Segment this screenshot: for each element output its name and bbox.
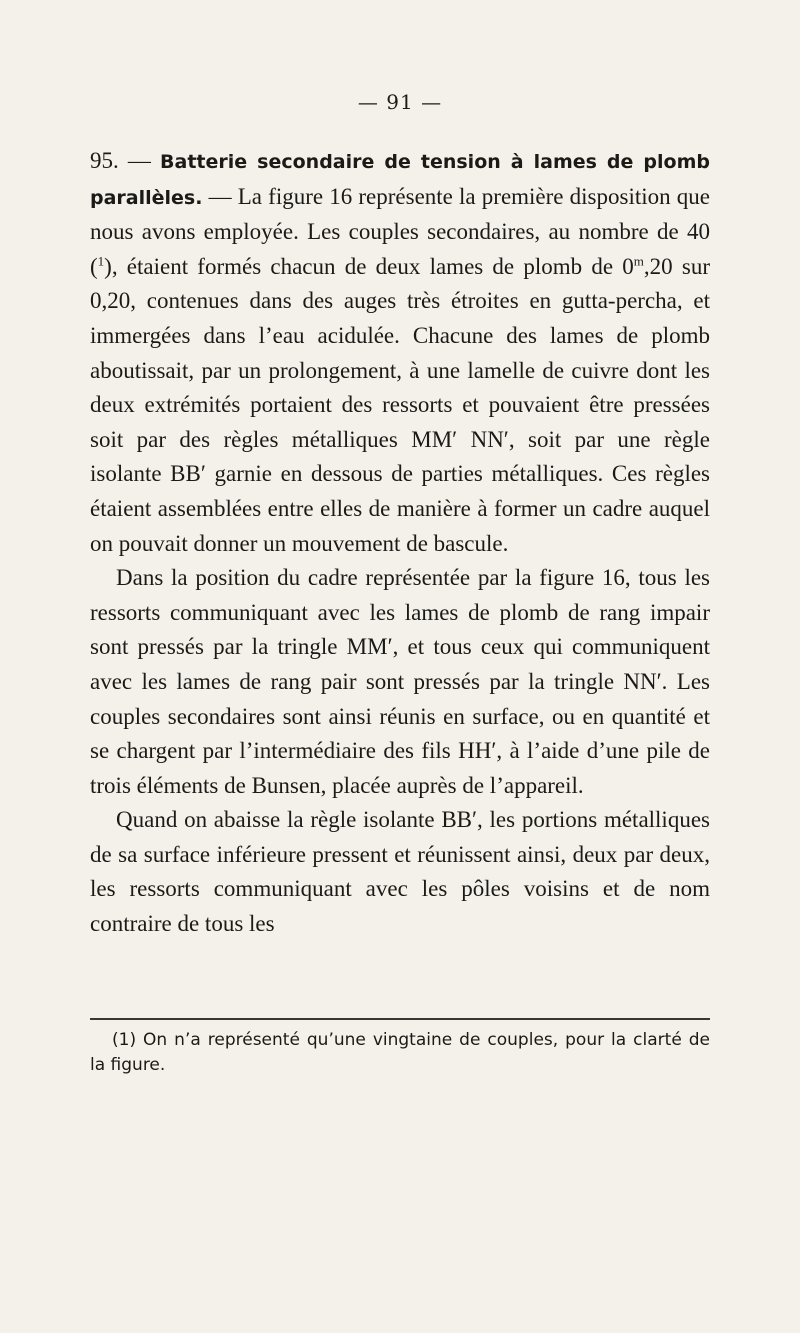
paragraph-1 — [90, 144, 710, 561]
paragraph-2: Dans la position du cadre représentée par la figure 16, tous les ressorts communiquant avec les lames de plomb de rang impair sont pressés par la tringle MM′, et tous ceux qui communiquent avec les lames de rang pair sont pressés par la tringle NN′. Les couples secondaires sont ainsi réunis en surface, ou en quantité et se chargent par l’intermédiaire des fils HH′, à l’aide d’une pile de trois éléments de Bunsen, placée auprès de l’appareil. — [90, 565, 710, 798]
page-number: — 91 — — [357, 90, 443, 114]
footnote-divider — [90, 1018, 710, 1020]
footnote-text: (1) On n’a représenté qu’une vingtaine de couples, pour la clarté de la figure. — [90, 1030, 710, 1075]
section-number: 95. — — [90, 148, 151, 173]
section-heading: Batterie secondaire de tension à lames de plomb parallèles. — [90, 151, 710, 209]
footnote-reference: 1 — [97, 253, 105, 269]
footnote — [90, 1028, 710, 1078]
paragraph-1-part-1: — La figure 16 représente la première disposition que nous avons employée. Les couples secondaires, au nombre de 40 ( — [90, 183, 710, 279]
body-text — [90, 144, 710, 942]
unit-superscript: m — [633, 253, 644, 269]
paragraph-1-part-3: ,20 sur 0,20, contenues dans des auges très étroites en gutta-percha, et immergées dans l’eau acidulée. Chacune des lames de plomb aboutissait, par un prolongement, à une lamelle de cuivre dont les deux extrémités portaient des ressorts et pouvaient être pressées soit par des règles métalliques MM′ NN′, soit par une règle isolante BB′ garnie en dessous de parties métalliques. Ces règles étaient assemblées entre elles de manière à former un cadre auquel on pouvait donner un mouvement de bascule. — [90, 253, 710, 556]
paragraph-3: Quand on abaisse la règle isolante BB′, les portions métalliques de sa surface inférieure pressent et réunissent ainsi, deux par deux, les ressorts communiquant avec les pôles voisins et de nom contraire de tous les — [90, 807, 710, 937]
paragraph-1-part-2: ), étaient formés chacun de deux lames de plomb de 0 — [104, 253, 634, 279]
